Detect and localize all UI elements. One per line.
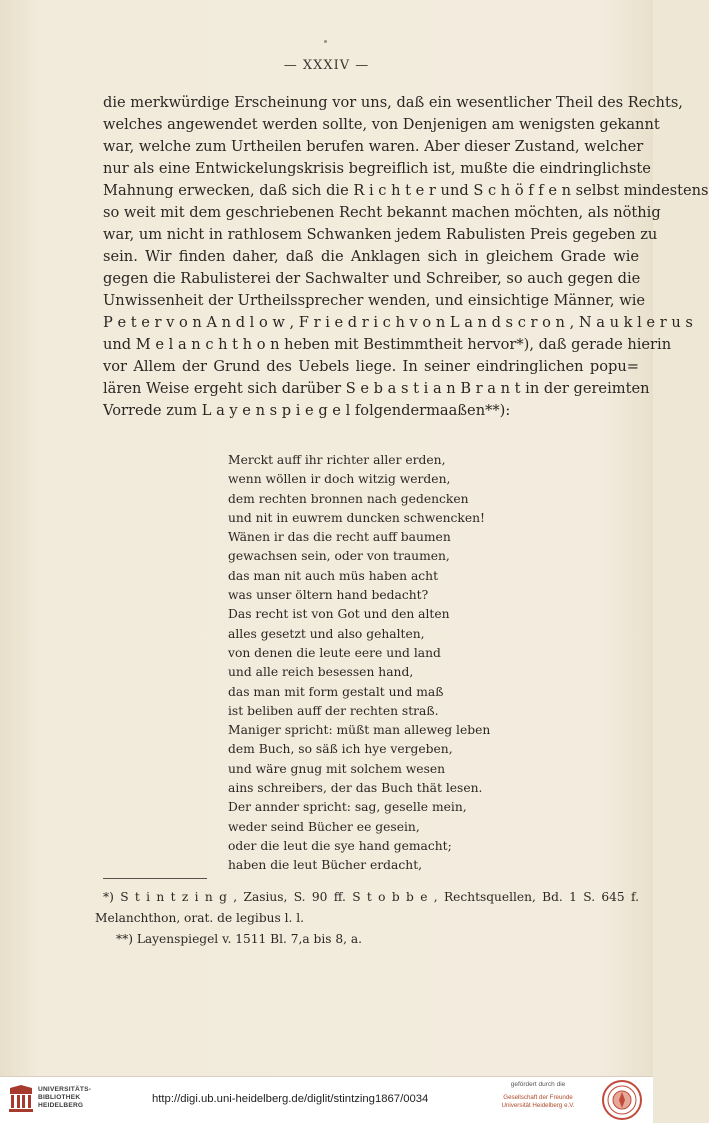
poem-line: Wänen ir das die recht auff baumen xyxy=(228,530,451,545)
library-name: UNIVERSITÄTS- BIBLIOTHEK HEIDELBERG xyxy=(38,1086,92,1109)
poem-line: weder seind Bücher ee gesein, xyxy=(228,819,420,834)
poem-line: alles gesetzt und also gehalten, xyxy=(228,626,425,641)
body-line: Vorrede zum L a y e n s p i e g e l folgendermaaßen**): xyxy=(103,402,511,419)
body-line: welches angewendet werden sollte, von Denjenigen am wenigsten gekannt xyxy=(103,116,660,133)
viewer-footer xyxy=(0,1076,653,1123)
footnote-line: *) S t i n t z i n g , Zasius, S. 90 ff. S t o b b e , Rechtsquellen, Bd. 1 S. 645 f. xyxy=(103,890,639,904)
poem-quotation xyxy=(228,451,528,876)
body-line: Mahnung erwecken, daß sich die R i c h t e r und S c h ö f f e n selbst mindestens xyxy=(103,182,709,199)
page-number-header: — XXXIV — xyxy=(283,58,370,73)
body-line: war, welche zum Urtheilen berufen waren. Aber dieser Zustand, welcher xyxy=(103,138,644,155)
body-line: gegen die Rabulisterei der Sachwalter und Schreiber, so auch gegen die xyxy=(103,270,641,287)
poem-line: gewachsen sein, oder von traumen, xyxy=(228,549,450,564)
poem-line: das man mit form gestalt und maß xyxy=(228,684,444,699)
poem-line: oder die leut die sye hand gemacht; xyxy=(228,838,452,853)
poem-line: haben die leut Bücher erdacht, xyxy=(228,858,423,873)
poem-line: ist beliben auff der rechten straß. xyxy=(228,703,439,718)
body-line: so weit mit dem geschriebenen Recht bekannt machen möchten, als nöthig xyxy=(103,204,661,221)
footnote-divider xyxy=(103,878,207,879)
poem-line: und nit in euwrem duncken schwencken! xyxy=(228,510,486,525)
body-line: sein. Wir finden daher, daß die Anklagen sich in gleichem Grade wie xyxy=(103,248,639,265)
sponsor-credit: gefördert durch die Gesellschaft der Freunde Universität Heidelberg e.V. xyxy=(501,1081,575,1109)
poem-line: von denen die leute eere und land xyxy=(228,645,441,660)
university-seal-icon[interactable] xyxy=(600,1079,644,1121)
body-paragraph xyxy=(103,92,709,422)
poem-line: dem rechten bronnen nach gedencken xyxy=(228,491,469,506)
library-logo-icon[interactable] xyxy=(8,1084,34,1114)
poem-line: Maniger spricht: müßt man alleweg leben xyxy=(228,723,491,738)
body-line: Unwissenheit der Urtheilssprecher wenden, und einsichtige Männer, wie xyxy=(103,292,646,309)
body-line: die merkwürdige Erscheinung vor uns, daß ein wesentlicher Theil des Rechts, xyxy=(103,94,683,111)
poem-line: ains schreibers, der das Buch thät lesen. xyxy=(228,781,483,796)
body-line: war, um nicht in rathlosem Schwanken jedem Rabulisten Preis gegeben zu xyxy=(103,226,658,243)
ink-speck xyxy=(324,40,327,43)
poem-line: und alle reich besessen hand, xyxy=(228,665,414,680)
permalink-url[interactable]: http://digi.ub.uni-heidelberg.de/diglit/stintzing1867/0034 xyxy=(152,1093,429,1105)
body-line: und M e l a n c h t h o n heben mit Bestimmtheit hervor*), daß gerade hierin xyxy=(103,336,672,353)
body-line: lären Weise ergeht sich darüber S e b a s t i a n B r a n t in der gereimten xyxy=(103,380,650,397)
poem-line: Merckt auff ihr richter aller erden, xyxy=(228,453,446,467)
poem-line: was unser öltern hand bedacht? xyxy=(228,588,429,603)
poem-line: und wäre gnug mit solchem wesen xyxy=(228,761,446,776)
body-line: nur als eine Entwickelungskrisis begreiflich ist, mußte die eindringlichste xyxy=(103,160,651,177)
footnote-line: **) Layenspiegel v. 1511 Bl. 7,a bis 8, a. xyxy=(116,932,362,946)
footnote-line: Melanchthon, orat. de legibus l. l. xyxy=(95,911,305,925)
body-line: vor Allem der Grund des Uebels liege. In seiner eindringlichen popu= xyxy=(103,358,639,375)
poem-line: Das recht ist von Got und den alten xyxy=(228,607,450,622)
body-line: P e t e r v o n A n d l o w , F r i e d r i c h v o n L a n d s c r o n , N a u k l e r u s xyxy=(103,314,693,331)
poem-line: Der annder spricht: sag, geselle mein, xyxy=(228,800,467,815)
poem-line: das man nit auch müs haben acht xyxy=(228,568,439,583)
poem-line: wenn wöllen ir doch witzig werden, xyxy=(228,472,451,487)
poem-line: dem Buch, so säß ich hye vergeben, xyxy=(228,742,453,757)
footnotes xyxy=(95,887,639,950)
